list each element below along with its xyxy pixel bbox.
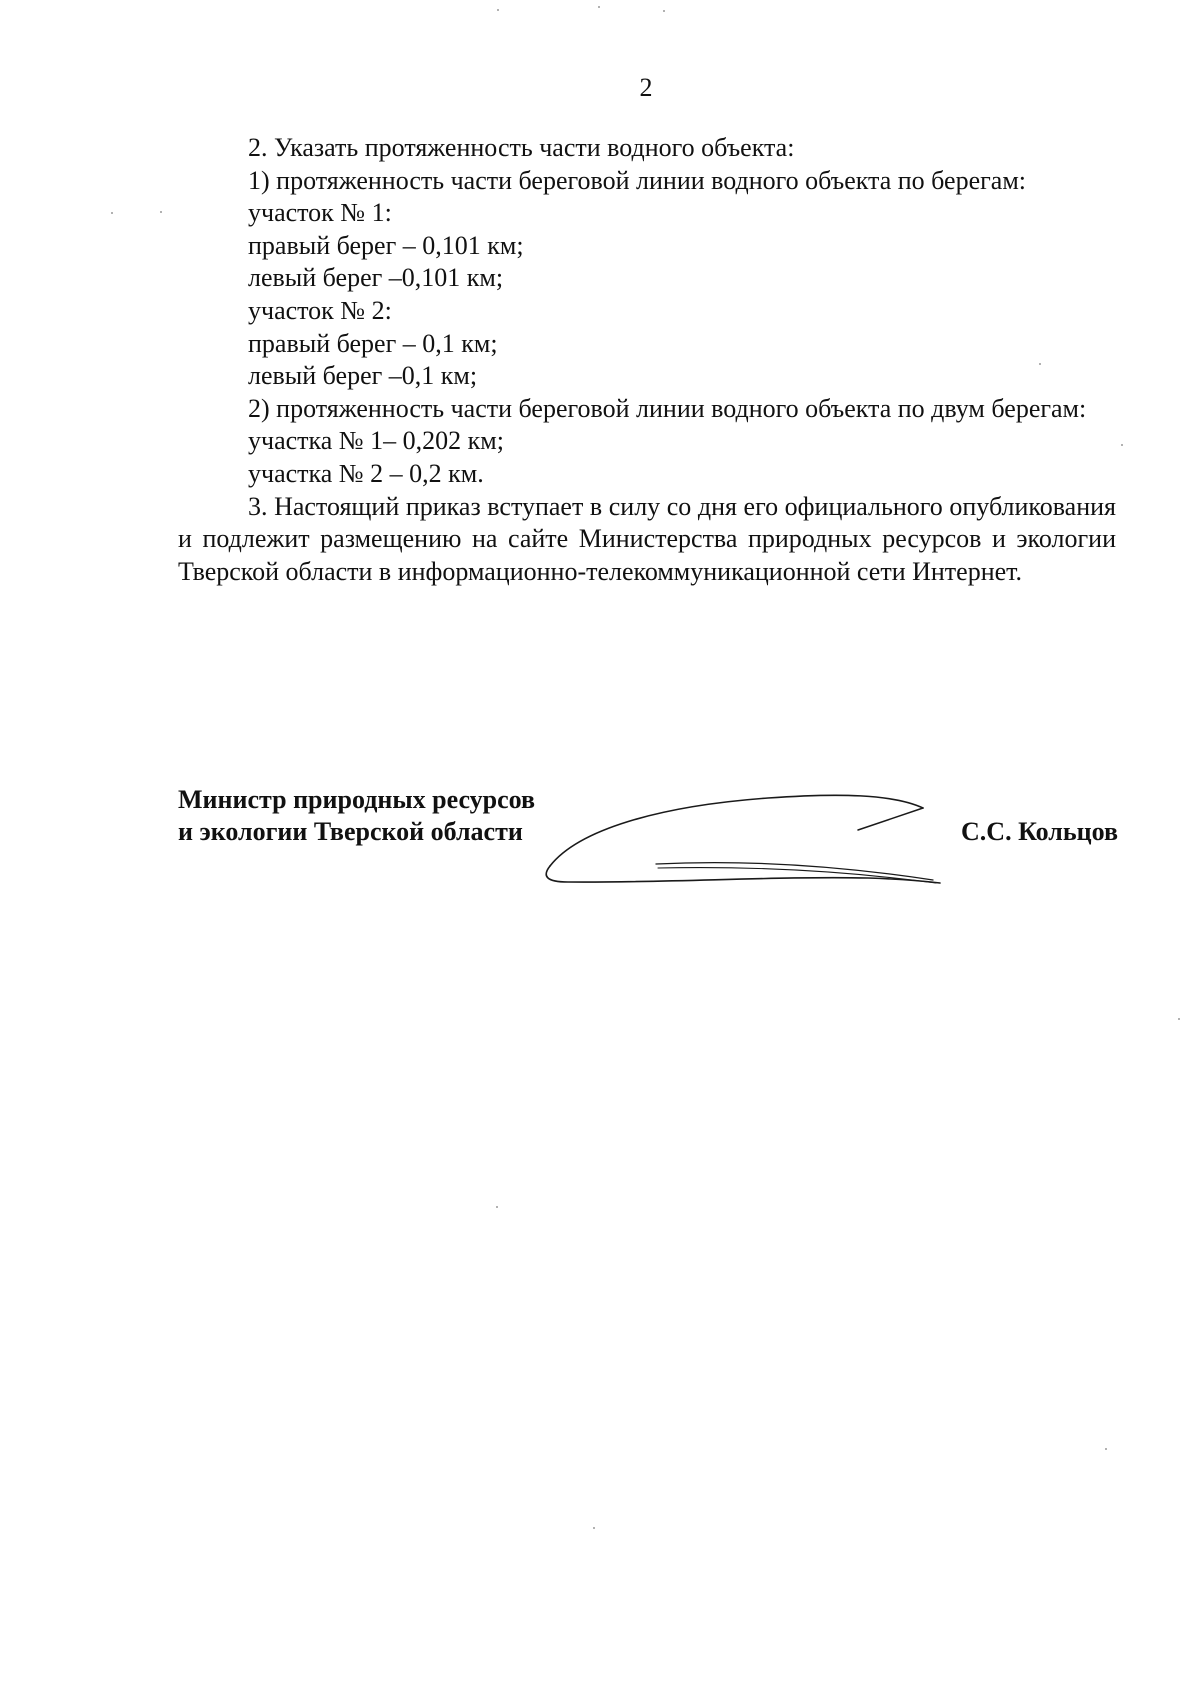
signer-name: С.С. Кольцов xyxy=(961,817,1118,846)
scan-speck xyxy=(663,10,665,12)
scan-speck xyxy=(1121,444,1123,446)
scan-speck xyxy=(1178,1018,1180,1020)
scan-speck xyxy=(598,6,600,8)
subitem-2-length-both-banks: 2) протяженность части береговой линии водного объекта по двум берегам: xyxy=(248,393,1087,423)
section-1-total: участка № 1– 0,202 км; xyxy=(248,426,504,456)
handwritten-signature-icon xyxy=(538,780,998,890)
scan-speck xyxy=(496,1206,498,1208)
signer-position-line-1: Министр природных ресурсов xyxy=(178,785,536,814)
signer-position-line-2: и экологии Тверской области xyxy=(178,817,523,846)
section-heading-2: участок № 2: xyxy=(248,295,392,325)
scan-speck xyxy=(160,211,162,213)
scan-speck xyxy=(1105,1448,1107,1450)
signer-position xyxy=(178,784,535,848)
subitem-1-length-by-banks: 1) протяженность части береговой линии водного объекта по берегам: xyxy=(248,165,1027,195)
paragraph-item-2: 2. Указать протяженность части водного объекта: xyxy=(248,133,795,162)
paragraph-item-3-effective: 3. Настоящий приказ вступает в силу со дня его официального опубликования и подлежит размещению на сайте Министерства природных ресурсов и экологии Тверской области в информационно-телекоммуникационной сети Интернет. xyxy=(178,491,1116,586)
scan-speck xyxy=(497,9,499,11)
section-2-right-bank: правый берег – 0,1 км; xyxy=(248,328,498,358)
section-2-left-bank: левый берег –0,1 км; xyxy=(248,361,478,391)
section-heading-1: участок № 1: xyxy=(248,198,392,228)
document-body xyxy=(178,132,1116,588)
scan-speck xyxy=(1039,363,1041,365)
page-number: 2 xyxy=(639,73,653,102)
scan-speck xyxy=(593,1527,595,1529)
section-2-total: участка № 2 – 0,2 км. xyxy=(248,458,484,488)
scan-speck xyxy=(111,212,113,214)
signature-block xyxy=(178,784,1118,894)
section-1-left-bank: левый берег –0,101 км; xyxy=(248,263,504,293)
section-1-right-bank: правый берег – 0,101 км; xyxy=(248,230,524,260)
